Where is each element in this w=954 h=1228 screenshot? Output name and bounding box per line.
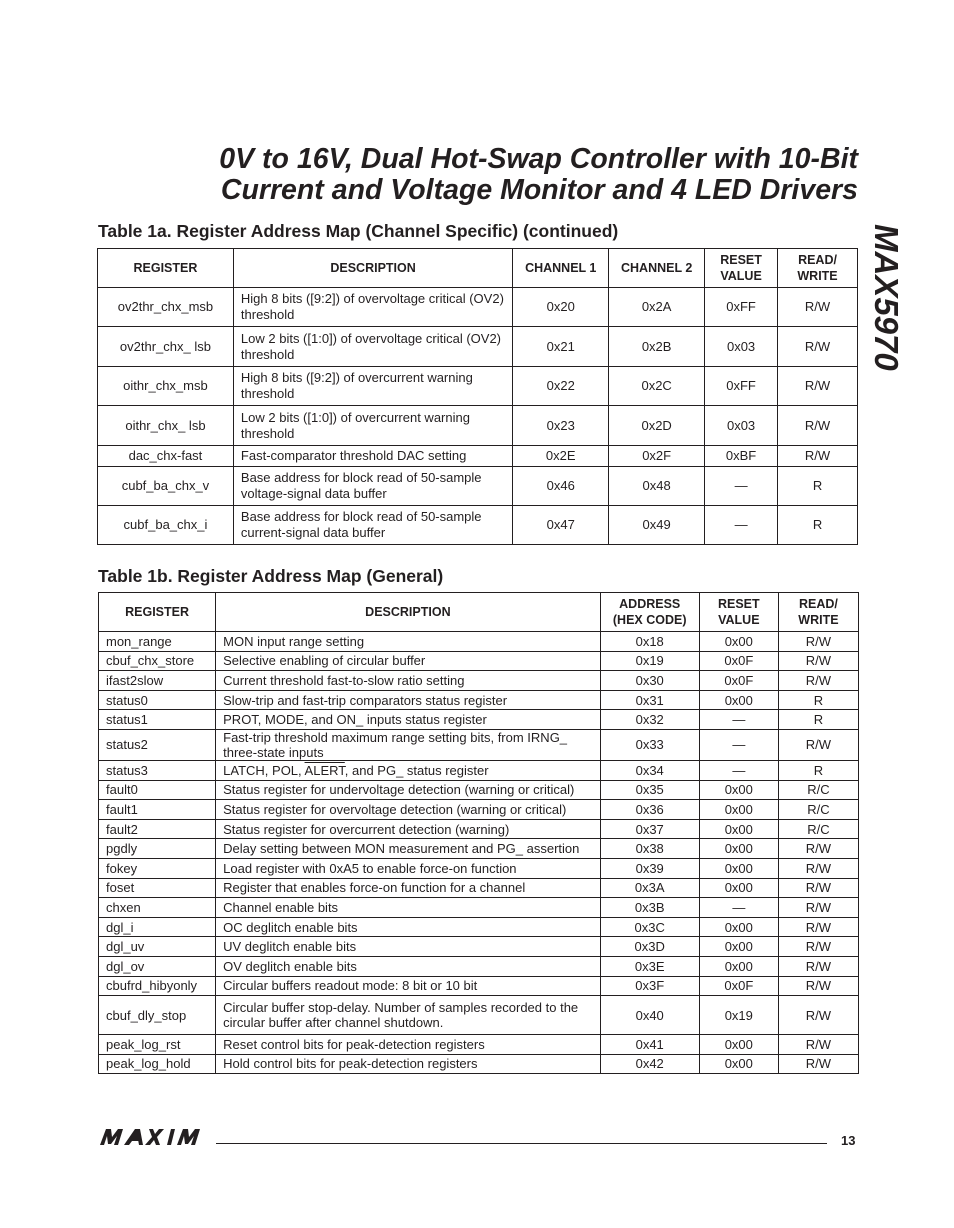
page-number: 13: [841, 1133, 856, 1148]
address-cell: 0x3C: [600, 917, 699, 937]
table-row: [99, 1054, 859, 1074]
description-cell: Low 2 bits ([1:0]) of overvoltage critical (OV2) threshold: [233, 327, 512, 367]
address-cell: 0x42: [600, 1054, 699, 1074]
description-text: LATCH, POL,: [223, 762, 305, 778]
reset-value-cell: —: [699, 760, 778, 780]
register-cell: cubf_ba_chx_v: [98, 467, 234, 506]
read-write-cell: R: [778, 710, 858, 730]
header-register: REGISTER: [98, 249, 234, 288]
register-cell: ifast2slow: [99, 671, 216, 691]
reset-value-cell: 0xFF: [705, 367, 778, 406]
title-line-1: 0V to 16V, Dual Hot-Swap Controller with 10-Bit: [219, 143, 858, 175]
reset-value-cell: 0xFF: [705, 288, 778, 327]
table-row: [99, 878, 859, 898]
table-row: [98, 406, 858, 446]
address-cell: 0x18: [600, 632, 699, 652]
register-cell: fault1: [99, 800, 216, 820]
register-cell: fault0: [99, 780, 216, 800]
table-row: [99, 858, 859, 878]
description-cell: UV deglitch enable bits: [216, 937, 601, 957]
channel-1-cell: 0x22: [513, 367, 609, 406]
reset-value-cell: 0x00: [699, 800, 778, 820]
table-row: [99, 651, 859, 671]
register-cell: oithr_chx_msb: [98, 367, 234, 406]
address-cell: 0x38: [600, 839, 699, 859]
description-cell: Reset control bits for peak-detection registers: [216, 1035, 601, 1055]
description-cell: Circular buffer stop-delay. Number of samples recorded to the circular buffer after channel shutdown.: [216, 996, 601, 1035]
register-cell: ov2thr_chx_msb: [98, 288, 234, 327]
description-cell: Status register for overvoltage detection (warning or critical): [216, 800, 601, 820]
page-title: [219, 144, 858, 206]
table-row: [99, 937, 859, 957]
read-write-cell: R: [778, 506, 858, 545]
reset-value-cell: —: [699, 898, 778, 918]
table-row: [99, 632, 859, 652]
read-write-cell: R: [778, 760, 858, 780]
description-cell: High 8 bits ([9:2]) of overcurrent warning threshold: [233, 367, 512, 406]
header-description: DESCRIPTION: [233, 249, 512, 288]
table-row: [98, 327, 858, 367]
register-cell: chxen: [99, 898, 216, 918]
reset-value-cell: 0x00: [699, 917, 778, 937]
channel-2-cell: 0x2D: [609, 406, 705, 446]
register-cell: mon_range: [99, 632, 216, 652]
address-cell: 0x30: [600, 671, 699, 691]
table-1b: [98, 592, 859, 1074]
reset-value-cell: 0x00: [699, 937, 778, 957]
description-text: , and PG_ status register: [344, 762, 489, 778]
address-cell: 0x3A: [600, 878, 699, 898]
table-row: [99, 956, 859, 976]
reset-value-cell: —: [705, 467, 778, 506]
description-cell: Base address for block read of 50-sample voltage-signal data buffer: [233, 467, 512, 506]
description-cell: Channel enable bits: [216, 898, 601, 918]
register-cell: fokey: [99, 858, 216, 878]
reset-value-cell: 0x00: [699, 780, 778, 800]
address-cell: 0x41: [600, 1035, 699, 1055]
channel-1-cell: 0x21: [513, 327, 609, 367]
read-write-cell: R/W: [778, 839, 858, 859]
table-row: [98, 446, 858, 467]
reset-value-cell: 0xBF: [705, 446, 778, 467]
table-row: [98, 506, 858, 545]
register-cell: fault2: [99, 819, 216, 839]
description-cell: Slow-trip and fast-trip comparators status register: [216, 690, 601, 710]
read-write-cell: R/W: [778, 367, 858, 406]
register-cell: peak_log_rst: [99, 1035, 216, 1055]
table-row: [99, 1035, 859, 1055]
description-cell: Circular buffers readout mode: 8 bit or 10 bit: [216, 976, 601, 996]
header-address: ADDRESS (HEX CODE): [600, 593, 699, 632]
header-channel-1: CHANNEL 1: [513, 249, 609, 288]
address-cell: 0x19: [600, 651, 699, 671]
table-row: [99, 800, 859, 820]
channel-1-cell: 0x47: [513, 506, 609, 545]
description-cell: Base address for block read of 50-sample current-signal data buffer: [233, 506, 512, 545]
address-cell: 0x33: [600, 729, 699, 760]
description-cell: Load register with 0xA5 to enable force-on function: [216, 858, 601, 878]
read-write-cell: R/W: [778, 996, 858, 1035]
read-write-cell: R/W: [778, 878, 858, 898]
address-cell: 0x3E: [600, 956, 699, 976]
footer-rule: [216, 1143, 827, 1144]
read-write-cell: R/W: [778, 1035, 858, 1055]
table-row: [99, 917, 859, 937]
header-reset-value: RESET VALUE: [705, 249, 778, 288]
table-1a: [97, 248, 858, 545]
read-write-cell: R/W: [778, 956, 858, 976]
read-write-cell: R/W: [778, 976, 858, 996]
description-cell: Register that enables force-on function for a channel: [216, 878, 601, 898]
reset-value-cell: 0x0F: [699, 651, 778, 671]
reset-value-cell: 0x00: [699, 956, 778, 976]
table-1a-caption: Table 1a. Register Address Map (Channel Specific) (continued): [98, 221, 619, 241]
address-cell: 0x40: [600, 996, 699, 1035]
table-row: [99, 819, 859, 839]
address-cell: 0x3B: [600, 898, 699, 918]
active-low-signal: ALERT: [304, 762, 345, 778]
description-cell: Fast-trip threshold maximum range setting bits, from IRNG_ three-state inputs: [216, 729, 601, 760]
channel-2-cell: 0x48: [609, 467, 705, 506]
reset-value-cell: 0x03: [705, 327, 778, 367]
table-row: [98, 367, 858, 406]
header-reset-value: RESET VALUE: [699, 593, 778, 632]
register-cell: dac_chx-fast: [98, 446, 234, 467]
address-cell: 0x35: [600, 780, 699, 800]
reset-value-cell: 0x0F: [699, 671, 778, 691]
register-cell: dgl_ov: [99, 956, 216, 976]
reset-value-cell: 0x00: [699, 878, 778, 898]
register-cell: ov2thr_chx_ lsb: [98, 327, 234, 367]
read-write-cell: R/W: [778, 632, 858, 652]
register-cell: oithr_chx_ lsb: [98, 406, 234, 446]
description-cell: OC deglitch enable bits: [216, 917, 601, 937]
read-write-cell: R/W: [778, 917, 858, 937]
read-write-cell: R: [778, 690, 858, 710]
register-cell: status1: [99, 710, 216, 730]
address-cell: 0x37: [600, 819, 699, 839]
reset-value-cell: 0x00: [699, 819, 778, 839]
address-cell: 0x36: [600, 800, 699, 820]
description-cell: Hold control bits for peak-detection registers: [216, 1054, 601, 1074]
reset-value-cell: —: [705, 506, 778, 545]
read-write-cell: R/W: [778, 446, 858, 467]
table-row: [99, 780, 859, 800]
register-cell: dgl_uv: [99, 937, 216, 957]
side-part-label: MAX5970: [868, 224, 905, 371]
channel-1-cell: 0x20: [513, 288, 609, 327]
register-cell: status2: [99, 729, 216, 760]
read-write-cell: R/W: [778, 898, 858, 918]
address-cell: 0x32: [600, 710, 699, 730]
header-description: DESCRIPTION: [216, 593, 601, 632]
title-line-2: Current and Voltage Monitor and 4 LED Drivers: [220, 174, 858, 206]
read-write-cell: R/W: [778, 288, 858, 327]
channel-2-cell: 0x49: [609, 506, 705, 545]
header-register: REGISTER: [99, 593, 216, 632]
reset-value-cell: 0x19: [699, 996, 778, 1035]
address-cell: 0x31: [600, 690, 699, 710]
reset-value-cell: 0x00: [699, 858, 778, 878]
table-row: [98, 288, 858, 327]
read-write-cell: R/C: [778, 780, 858, 800]
table-row: [98, 467, 858, 506]
table-row: [99, 671, 859, 691]
table-row: [99, 898, 859, 918]
register-cell: cbufrd_hibyonly: [99, 976, 216, 996]
table-row: [99, 839, 859, 859]
description-cell: MON input range setting: [216, 632, 601, 652]
description-cell: Status register for undervoltage detection (warning or critical): [216, 780, 601, 800]
register-cell: cbuf_chx_store: [99, 651, 216, 671]
read-write-cell: R/W: [778, 671, 858, 691]
description-cell: Current threshold fast-to-slow ratio setting: [216, 671, 601, 691]
read-write-cell: R/W: [778, 651, 858, 671]
table-row: [99, 729, 859, 760]
description-cell: High 8 bits ([9:2]) of overvoltage critical (OV2) threshold: [233, 288, 512, 327]
description-cell: PROT, MODE, and ON_ inputs status register: [216, 710, 601, 730]
read-write-cell: R/C: [778, 800, 858, 820]
description-cell: OV deglitch enable bits: [216, 956, 601, 976]
channel-1-cell: 0x23: [513, 406, 609, 446]
read-write-cell: R/W: [778, 858, 858, 878]
reset-value-cell: 0x00: [699, 1035, 778, 1055]
read-write-cell: R/C: [778, 819, 858, 839]
channel-2-cell: 0x2B: [609, 327, 705, 367]
table-row: [99, 996, 859, 1035]
channel-2-cell: 0x2F: [609, 446, 705, 467]
channel-1-cell: 0x2E: [513, 446, 609, 467]
table-row: [99, 976, 859, 996]
reset-value-cell: 0x00: [699, 632, 778, 652]
read-write-cell: R: [778, 467, 858, 506]
description-cell: Status register for overcurrent detection (warning): [216, 819, 601, 839]
table-row: [99, 690, 859, 710]
reset-value-cell: —: [699, 710, 778, 730]
reset-value-cell: —: [699, 729, 778, 760]
description-cell: Low 2 bits ([1:0]) of overcurrent warning threshold: [233, 406, 512, 446]
channel-2-cell: 0x2A: [609, 288, 705, 327]
read-write-cell: R/W: [778, 729, 858, 760]
register-cell: cubf_ba_chx_i: [98, 506, 234, 545]
register-cell: cbuf_dly_stop: [99, 996, 216, 1035]
reset-value-cell: 0x03: [705, 406, 778, 446]
channel-1-cell: 0x46: [513, 467, 609, 506]
reset-value-cell: 0x00: [699, 1054, 778, 1074]
read-write-cell: R/W: [778, 327, 858, 367]
address-cell: 0x3D: [600, 937, 699, 957]
table-row: [99, 760, 859, 780]
table-row: [99, 710, 859, 730]
register-cell: status0: [99, 690, 216, 710]
table-1a-header: [98, 249, 858, 288]
maxim-logo: [98, 1128, 210, 1146]
reset-value-cell: 0x0F: [699, 976, 778, 996]
header-channel-2: CHANNEL 2: [609, 249, 705, 288]
table-1b-header: [99, 593, 859, 632]
description-cell: [216, 760, 601, 780]
description-cell: Selective enabling of circular buffer: [216, 651, 601, 671]
address-cell: 0x34: [600, 760, 699, 780]
register-cell: dgl_i: [99, 917, 216, 937]
read-write-cell: R/W: [778, 1054, 858, 1074]
register-cell: status3: [99, 760, 216, 780]
address-cell: 0x3F: [600, 976, 699, 996]
description-cell: Fast-comparator threshold DAC setting: [233, 446, 512, 467]
channel-2-cell: 0x2C: [609, 367, 705, 406]
register-cell: peak_log_hold: [99, 1054, 216, 1074]
reset-value-cell: 0x00: [699, 839, 778, 859]
header-read-write: READ/ WRITE: [778, 249, 858, 288]
table-1b-caption: Table 1b. Register Address Map (General): [98, 566, 444, 586]
register-cell: foset: [99, 878, 216, 898]
read-write-cell: R/W: [778, 937, 858, 957]
register-cell: pgdly: [99, 839, 216, 859]
header-read-write: READ/ WRITE: [778, 593, 858, 632]
reset-value-cell: 0x00: [699, 690, 778, 710]
read-write-cell: R/W: [778, 406, 858, 446]
description-cell: Delay setting between MON measurement and PG_ assertion: [216, 839, 601, 859]
address-cell: 0x39: [600, 858, 699, 878]
